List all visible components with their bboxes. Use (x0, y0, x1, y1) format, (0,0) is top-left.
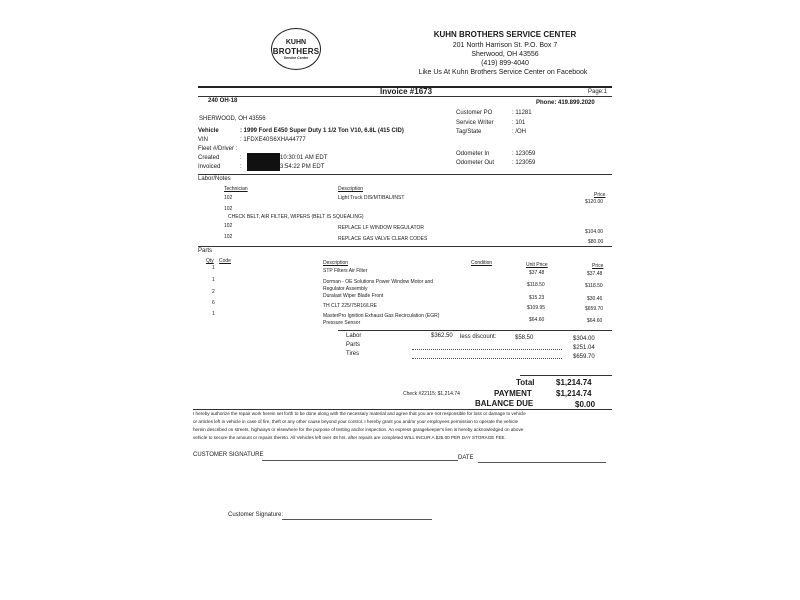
po-label: Customer PO (456, 110, 493, 116)
customer-signature-line[interactable] (282, 519, 432, 520)
parts-row-price: $37.48 (587, 271, 603, 277)
summary-less-label: less discount: (460, 334, 497, 340)
parts-section-title: Parts (198, 248, 213, 254)
terms-line: vehicle to secure the amount or repairs thereto. All Vehicles left over 48 hrs. after repairs are completed WILL INCUR A $25.00 PER DAY STORAGE FEE. (193, 435, 506, 440)
balance-label: BALANCE DUE (475, 399, 534, 408)
parts-row-price: $64.60 (587, 318, 603, 324)
parts-row-desc: TH CLT 225/75R16/LRE (323, 303, 378, 309)
summary-rule (338, 330, 612, 331)
customer-signature-label: Customer Signature: (228, 512, 284, 518)
page-number: Page:1 (588, 89, 608, 95)
parts-col-price: Price (592, 263, 604, 269)
parts-col-cond: Condition (471, 260, 493, 266)
balance-value: $0.00 (575, 400, 596, 409)
parts-row-unit: $64.60 (529, 317, 545, 323)
labor-row-desc: CHECK BELT, AIR FILTER, WIPERS (BELT IS SQUEALING) (228, 214, 364, 220)
vin-value: : 1FDXE40S6XHA44777 (240, 137, 306, 143)
company-logo (271, 28, 321, 70)
total-rule (520, 375, 612, 376)
parts-row-unit: $118.50 (527, 282, 545, 288)
parts-row-unit: $109.95 (527, 305, 546, 311)
customer-city: SHERWOOD, OH 43556 (199, 116, 266, 122)
terms-line: herein described on streets, highways or elsewhere for the purpose of testing and/or inspection. An express garagekeeper's lien is hereby acknowledged on above (193, 427, 524, 432)
created-value: 10:30:01 AM EDT (280, 155, 328, 161)
redaction-bar (247, 153, 280, 162)
labor-row-desc: Light Truck DIS/MT/BAL/INST (338, 195, 405, 201)
invoice-title: Invoice #1673 (380, 87, 433, 96)
summary-discount: $58.50 (515, 335, 534, 341)
total-value: $1,214.74 (556, 378, 592, 387)
summary-labor-total: $304.00 (573, 336, 595, 342)
parts-row-unit: $37.48 (529, 270, 545, 276)
po-value: : 11281 (512, 110, 532, 116)
total-label: Total (516, 378, 535, 387)
labor-row-desc: REPLACE LF WINDOW REGULATOR (338, 225, 424, 231)
labor-row-tech: 102 (224, 206, 233, 212)
company-phone: (419) 899-4040 (481, 60, 529, 67)
phone-label: Phone: 419.899.2020 (536, 100, 595, 106)
parts-row-unit: $15.23 (529, 295, 545, 301)
summary-dots (412, 349, 562, 350)
signature-line[interactable] (262, 460, 458, 461)
signature-label: CUSTOMER SIGNATURE (193, 452, 264, 458)
odo-out-label: Odometer Out (456, 160, 495, 166)
company-name: KUHN BROTHERS SERVICE CENTER (433, 30, 577, 39)
vehicle-label: Vehicle (198, 128, 219, 134)
labor-row-tech: 102 (224, 223, 233, 229)
parts-row-desc: Duralast Wiper Blade Front (323, 293, 384, 299)
vehicle-text: 1999 Ford E450 Super Duty 1 1/2 Ton V10, 6.8L (415 CID) (243, 128, 404, 134)
labor-row-price: $104.00 (585, 229, 604, 235)
summary-tires-label: Tires (346, 351, 360, 357)
vehicle-value: : 1999 Ford E450 Super Duty 1 1/2 Ton V10, 6.8L (415 CID) (240, 128, 404, 134)
parts-row-price: $30.46 (587, 296, 603, 302)
parts-row-desc: Dorman - OE Solutions Power Window Motor and (323, 279, 434, 285)
customer-address: 240 OH-18 (208, 98, 238, 104)
summary-tires-total: $659.70 (573, 354, 595, 360)
parts-col-qty: Qty (206, 258, 214, 264)
payment-value: $1,214.74 (556, 389, 592, 398)
parts-row-qty: 1 (212, 265, 215, 271)
check-text: Check #22115: $1,214.74 (403, 391, 460, 397)
odo-out-value: : 123059 (512, 160, 536, 166)
parts-row-qty: 2 (212, 289, 215, 295)
parts-row-price: $118.50 (585, 283, 603, 289)
labor-section-title: Labor/Notes (198, 176, 231, 182)
created-label: Created (198, 155, 220, 161)
header-rule-bottom (198, 96, 612, 97)
labor-row-tech: 102 (224, 234, 233, 240)
labor-rule (198, 174, 612, 175)
tag-value: : /OH (512, 129, 527, 135)
terms-line: I hereby authorize the repair work herein set forth to be done along with the necessary material and agree that you are not responsible for loss or damage to vehicle (193, 411, 526, 416)
date-label: DATE (458, 455, 474, 461)
writer-value: : 101 (512, 120, 526, 126)
terms-line: or articles left in vehicle in case of fire, theft or any other cause beyond your control. I hereby grant you and/or your employees permission to operate the vehicle (193, 419, 519, 424)
parts-col-unit: Unit Price (526, 262, 548, 268)
created-colon: : (240, 155, 242, 161)
parts-col-desc: Description (323, 260, 349, 266)
parts-row-desc: MasterPro Ignition Exhaust Gas Recirculation (EGR) (323, 313, 440, 319)
summary-labor-gross: $362.50 (431, 333, 453, 339)
redaction-bar (247, 162, 280, 171)
labor-row-price: $80.00 (588, 239, 604, 245)
company-facebook: Like Us At Kuhn Brothers Service Center on Facebook (418, 69, 588, 76)
parts-row-desc2: Regulator Assembly (323, 286, 368, 292)
vin-label: VIN (198, 137, 209, 143)
payment-label: PAYMENT (494, 389, 532, 398)
labor-row-tech: 102 (224, 195, 233, 201)
terms-rule (193, 409, 612, 410)
summary-parts-label: Parts (346, 342, 361, 348)
invoiced-colon: : (240, 164, 242, 170)
date-line[interactable] (478, 462, 606, 463)
labor-col-desc: Description (338, 186, 364, 192)
labor-row-desc: REPLACE GAS VALVE CLEAR CODES (338, 236, 428, 242)
logo-line3: Service Center (283, 56, 309, 60)
odo-in-label: Odometer In (456, 151, 490, 157)
parts-row-desc2: Pressure Sensor (323, 320, 361, 326)
parts-col-code: Code (219, 258, 231, 264)
summary-dots (412, 358, 562, 359)
company-city: Sherwood, OH 43556 (471, 51, 539, 58)
fleet-label: Fleet #/Driver : (198, 146, 238, 152)
parts-row-desc: STP Filters Air Filter (323, 268, 368, 274)
labor-col-tech: Technician (224, 186, 248, 192)
parts-row-price: $659.70 (585, 306, 604, 312)
parts-rule (198, 246, 612, 247)
labor-row-price: $120.00 (585, 199, 604, 205)
parts-row-qty: 1 (212, 277, 215, 283)
invoiced-label: Invoiced (198, 164, 221, 170)
logo-line1: KUHN (285, 39, 307, 46)
company-address: 201 North Harrison St. P.O. Box 7 (452, 42, 558, 49)
vin-text: 1FDXE40S6XHA44777 (243, 137, 306, 143)
summary-parts-total: $251.04 (573, 345, 595, 351)
invoiced-value: 3:54:22 PM EDT (280, 164, 325, 170)
logo-line2: BROTHERS (272, 47, 320, 56)
odo-in-value: : 123059 (512, 151, 536, 157)
labor-col-price: Price (594, 192, 606, 198)
parts-row-qty: 6 (212, 300, 215, 306)
summary-labor-label: Labor (346, 333, 362, 339)
fleet-text: Fleet #/Driver (198, 146, 235, 152)
tag-label: Tag/State (456, 129, 482, 135)
parts-row-qty: 1 (212, 311, 215, 317)
writer-label: Service Writer (456, 120, 494, 126)
